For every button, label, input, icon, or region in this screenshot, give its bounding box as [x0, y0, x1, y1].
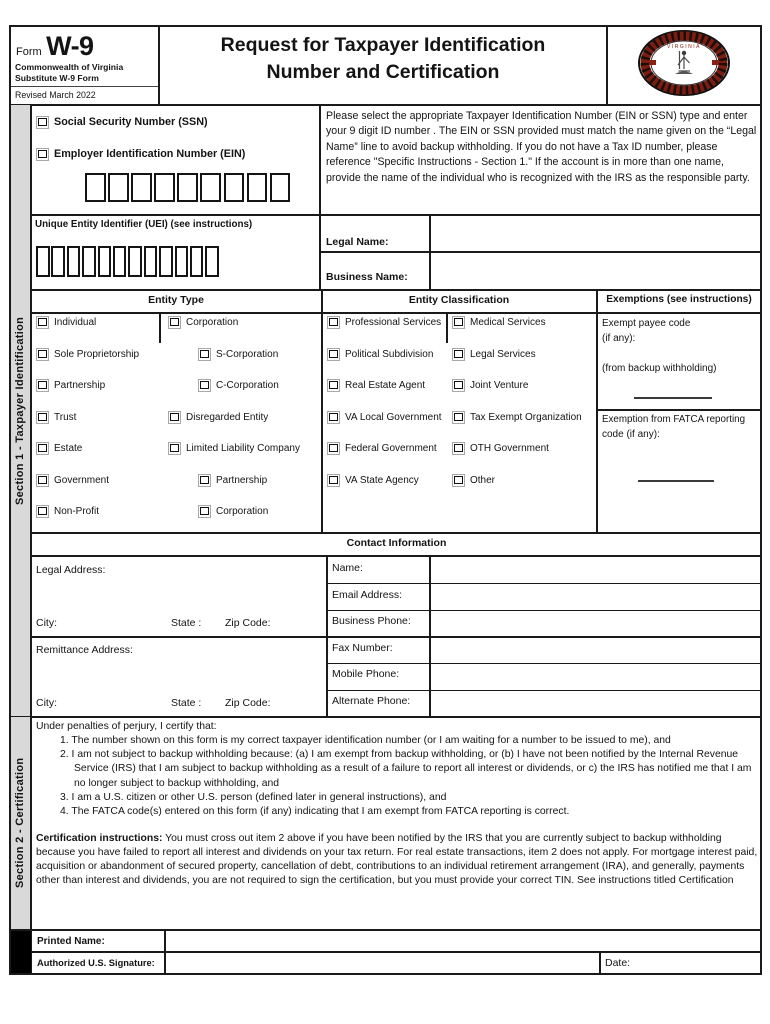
ein-label: Employer Identification Number (EIN)	[54, 148, 246, 160]
tin-digit-box[interactable]	[224, 173, 245, 202]
grid-line	[31, 289, 762, 291]
uei-box[interactable]	[190, 246, 204, 277]
checkbox[interactable]	[36, 348, 49, 361]
option-label: Joint Venture	[470, 379, 529, 391]
entity-type-option	[36, 503, 99, 519]
checkbox[interactable]	[327, 379, 340, 392]
svg-text:VIRGINIA: VIRGINIA	[667, 44, 701, 50]
uei-box[interactable]	[128, 246, 142, 277]
city-label: City:	[36, 697, 57, 709]
grid-line	[319, 105, 321, 290]
checkbox[interactable]	[168, 442, 181, 455]
perjury-intro: Under penalties of perjury, I certify that:	[36, 721, 217, 732]
fatca-line1: Exemption from FATCA reporting	[602, 414, 746, 425]
grid-line	[596, 290, 598, 533]
fatca-code-field[interactable]	[638, 480, 714, 482]
tin-digit-box[interactable]	[154, 173, 175, 202]
uei-box[interactable]	[159, 246, 173, 277]
checkbox[interactable]	[452, 442, 465, 455]
entity-classification-option	[452, 409, 582, 425]
entity-classification-option	[452, 377, 528, 393]
signature-sidebar-black-bar	[11, 931, 31, 973]
option-label: Legal Services	[470, 348, 536, 360]
entity-type-option	[198, 503, 268, 519]
uei-label: Unique Entity Identifier (UEI) (see instructions)	[35, 219, 253, 230]
entity-type-option	[36, 346, 139, 362]
checkbox[interactable]	[198, 505, 211, 518]
checkbox[interactable]	[36, 379, 49, 392]
form-title	[159, 32, 607, 86]
option-label: Other	[470, 474, 496, 486]
checkbox[interactable]	[327, 411, 340, 424]
tin-digit-box[interactable]	[85, 173, 106, 202]
certification-instructions-body: You must cross out item 2 above if you have been notified by the IRS that you are currently subject to backup withholding because you have failed to report all interest and dividends on your tax return. For real estate transactions, item 2 does not apply. For mortgage interest paid, acquisition or abandonment of secured property, cancellation of debt, contributions to an individual retirement arrangement (IRA), and generally, payments other than interest and dividends, you are not required to sign the certification, but you must provide your correct TIN. See instructions titled Certification	[36, 832, 758, 887]
exemptions-header: Exemptions (see instructions)	[606, 294, 752, 305]
tin-digit-box[interactable]	[270, 173, 291, 202]
checkbox[interactable]	[168, 316, 181, 329]
entity-type-option	[168, 314, 238, 330]
checkbox[interactable]	[452, 348, 465, 361]
checkbox[interactable]	[36, 411, 49, 424]
uei-boxes	[36, 246, 219, 277]
legal-address-field[interactable]	[130, 558, 325, 613]
exempt-payee-line1: Exempt payee code	[602, 318, 691, 329]
checkbox[interactable]	[327, 316, 340, 329]
grid-line	[9, 104, 762, 106]
contact-email-field[interactable]	[431, 584, 760, 610]
grid-line	[9, 716, 762, 718]
exempt-payee-code-field[interactable]	[634, 397, 712, 399]
authorized-signature-label: Authorized U.S. Signature:	[37, 958, 155, 968]
tin-instructions: Please select the appropriate Taxpayer Identification Number (EIN or SSN) type and enter your 9 digit ID number . The EIN or SSN provided must match the name given on the “Legal Name” line to avoid backup withholding. If you do not have a Tax ID number, please reference "Specific Instructions - Section 1." If the account is in more than one name, provide the name of the individual who is recognized with the IRS as the responsible party.	[326, 110, 757, 184]
grid-line	[326, 556, 328, 717]
option-label: OTH Government	[470, 442, 549, 454]
option-label: Political Subdivision	[345, 348, 434, 360]
tin-digit-box[interactable]	[131, 173, 152, 202]
tin-digit-box[interactable]	[177, 173, 198, 202]
option-label: Tax Exempt Organization	[470, 411, 582, 423]
business-name-label: Business Name:	[326, 271, 408, 283]
uei-box[interactable]	[51, 246, 65, 277]
certification-item: 1. The number shown on this form is my correct taxpayer identification number (or I am waiting for a number to be issued to me), and	[60, 735, 671, 747]
contact-alternate-field[interactable]	[431, 691, 760, 716]
grid-line	[31, 532, 762, 534]
option-label: S-Corporation	[216, 348, 279, 360]
date-field[interactable]	[640, 953, 760, 973]
entity-type-option	[36, 440, 82, 456]
tin-digit-box[interactable]	[108, 173, 129, 202]
option-label: Real Estate Agent	[345, 379, 426, 391]
remittance-address-label: Remittance Address:	[36, 644, 133, 656]
certification-list	[48, 734, 758, 819]
entity-classification-header: Entity Classification	[408, 294, 510, 306]
checkbox[interactable]	[327, 474, 340, 487]
ein-checkbox[interactable]	[36, 148, 49, 161]
entity-type-option	[36, 409, 76, 425]
checkbox[interactable]	[452, 474, 465, 487]
ssn-checkbox[interactable]	[36, 116, 49, 129]
option-label: VA Local Government	[345, 411, 442, 423]
entity-type-option	[168, 440, 300, 456]
uei-box[interactable]	[67, 246, 81, 277]
entity-type-option	[168, 409, 268, 425]
entity-classification-option	[327, 377, 425, 393]
checkbox[interactable]	[168, 411, 181, 424]
option-label: Partnership	[216, 474, 268, 486]
option-label: Individual	[54, 316, 97, 328]
exempt-payee-line2: (if any):	[602, 333, 636, 344]
option-label: Government	[54, 474, 110, 486]
entity-classification-option	[452, 346, 536, 362]
option-label: Limited Liability Company	[186, 442, 300, 454]
entity-type-option	[36, 314, 96, 330]
section1-sidebar-label: Section 1 - Taxpayer Identification	[14, 316, 26, 505]
uei-box[interactable]	[36, 246, 50, 277]
option-label: Federal Government	[345, 442, 437, 454]
contact-header: Contact Information	[346, 537, 447, 549]
tin-digit-box[interactable]	[200, 173, 221, 202]
date-label: Date:	[605, 957, 631, 969]
checkbox[interactable]	[327, 442, 340, 455]
contact-row-label: Mobile Phone:	[332, 668, 400, 680]
option-label: Trust	[54, 411, 77, 423]
exempt-payee-line3: (from backup withholding)	[602, 363, 717, 374]
uei-box[interactable]	[82, 246, 96, 277]
entity-type-option	[198, 377, 279, 393]
org-line2: Substitute W-9 Form	[15, 73, 99, 83]
grid-line	[11, 86, 158, 87]
checkbox[interactable]	[452, 316, 465, 329]
checkbox[interactable]	[198, 474, 211, 487]
org-line1: Commonwealth of Virginia	[15, 62, 124, 72]
checkbox[interactable]	[198, 379, 211, 392]
contact-fax-field[interactable]	[431, 638, 760, 663]
option-label: VA State Agency	[345, 474, 419, 486]
revision-date: Revised March 2022	[15, 90, 96, 100]
entity-type-option	[36, 472, 109, 488]
entity-type-header: Entity Type	[148, 294, 204, 306]
contact-business-phone-field[interactable]	[431, 611, 760, 636]
printed-name-label: Printed Name:	[37, 936, 105, 947]
uei-box[interactable]	[113, 246, 127, 277]
uei-box[interactable]	[175, 246, 189, 277]
form-title-line2: Number and Certification	[266, 60, 500, 83]
business-name-field[interactable]	[431, 253, 760, 289]
section2-sidebar-label: Section 2 - Certification	[14, 757, 26, 889]
contact-row-label: Business Phone:	[332, 615, 411, 627]
option-label: Disregarded Entity	[186, 411, 269, 423]
entity-classification-option	[327, 346, 433, 362]
grid-line	[599, 952, 601, 975]
legal-address-label: Legal Address:	[36, 564, 106, 576]
contact-row-label: Alternate Phone:	[332, 695, 411, 707]
entity-classification-option	[452, 314, 546, 330]
tin-digit-box[interactable]	[247, 173, 268, 202]
option-label: Estate	[54, 442, 83, 454]
option-label: Professional Services	[345, 316, 442, 328]
contact-mobile-field[interactable]	[431, 664, 760, 690]
remittance-address-field[interactable]	[150, 640, 325, 692]
ssn-label: Social Security Number (SSN)	[54, 116, 208, 128]
zip-label: Zip Code:	[225, 697, 271, 709]
checkbox[interactable]	[36, 442, 49, 455]
virginia-state-seal-icon	[632, 26, 736, 100]
legal-name-field[interactable]	[431, 216, 760, 251]
entity-type-option	[198, 346, 278, 362]
option-label: C-Corporation	[216, 379, 279, 391]
certification-instructions	[36, 832, 758, 889]
entity-classification-option	[452, 472, 495, 488]
certification-item: 3. I am a U.S. citizen or other U.S. person (defined later in general instructions), and	[60, 791, 447, 803]
state-label: State :	[171, 697, 202, 709]
zip-label: Zip Code:	[225, 617, 271, 629]
state-label: State :	[171, 617, 202, 629]
entity-classification-option	[327, 314, 441, 330]
checkbox[interactable]	[327, 348, 340, 361]
checkbox[interactable]	[36, 474, 49, 487]
form-number: W-9	[46, 31, 94, 61]
certification-item: 2. I am not subject to backup withholding because: (a) I am exempt from backup withholding, or (b) I have not been notified by the Internal Revenue Service (IRS) that I am subject to backup withholding as a result of a failure to report all interest or dividends, or c) the IRS has notified me that I am no longer subject to backup withholding, and	[60, 749, 752, 789]
fatca-line2: code (if any):	[602, 429, 660, 440]
contact-row-label: Email Address:	[332, 589, 403, 601]
certification-item: 4. The FATCA code(s) entered on this form (if any) indicating that I am exempt from FATCA reporting is correct.	[60, 805, 570, 817]
checkbox[interactable]	[452, 379, 465, 392]
tin-digit-boxes	[85, 173, 290, 202]
entity-classification-option	[327, 440, 437, 456]
grid-line	[159, 313, 161, 343]
contact-row-label: Fax Number:	[332, 642, 393, 654]
entity-classification-option	[327, 409, 442, 425]
contact-name-field[interactable]	[431, 557, 760, 583]
grid-line	[446, 313, 448, 343]
checkbox[interactable]	[36, 316, 49, 329]
form-word: Form	[16, 46, 42, 58]
option-label: Corporation	[216, 505, 269, 517]
certification-instructions-bold: Certification instructions:	[36, 832, 163, 844]
ein-option	[36, 146, 245, 162]
uei-box[interactable]	[144, 246, 158, 277]
grid-line	[760, 25, 762, 975]
uei-box[interactable]	[98, 246, 112, 277]
contact-row-label: Name:	[332, 562, 363, 574]
ssn-option	[36, 114, 208, 130]
city-label: City:	[36, 617, 57, 629]
authorized-signature-field[interactable]	[166, 953, 599, 973]
entity-classification-option	[327, 472, 419, 488]
legal-name-label: Legal Name:	[326, 236, 389, 248]
entity-type-option	[36, 377, 105, 393]
grid-line	[597, 409, 762, 411]
entity-classification-option	[452, 440, 549, 456]
option-label: Sole Proprietorship	[54, 348, 140, 360]
checkbox[interactable]	[198, 348, 211, 361]
option-label: Medical Services	[470, 316, 546, 328]
uei-box[interactable]	[205, 246, 219, 277]
entity-type-option	[198, 472, 267, 488]
option-label: Corporation	[186, 316, 239, 328]
certification-text	[36, 720, 758, 889]
form-identifier	[16, 31, 94, 62]
checkbox[interactable]	[36, 505, 49, 518]
printed-name-field[interactable]	[166, 931, 760, 951]
form-title-line1: Request for Taxpayer Identification	[220, 34, 546, 56]
option-label: Non-Profit	[54, 505, 100, 517]
grid-line	[321, 290, 323, 533]
checkbox[interactable]	[452, 411, 465, 424]
option-label: Partnership	[54, 379, 106, 391]
